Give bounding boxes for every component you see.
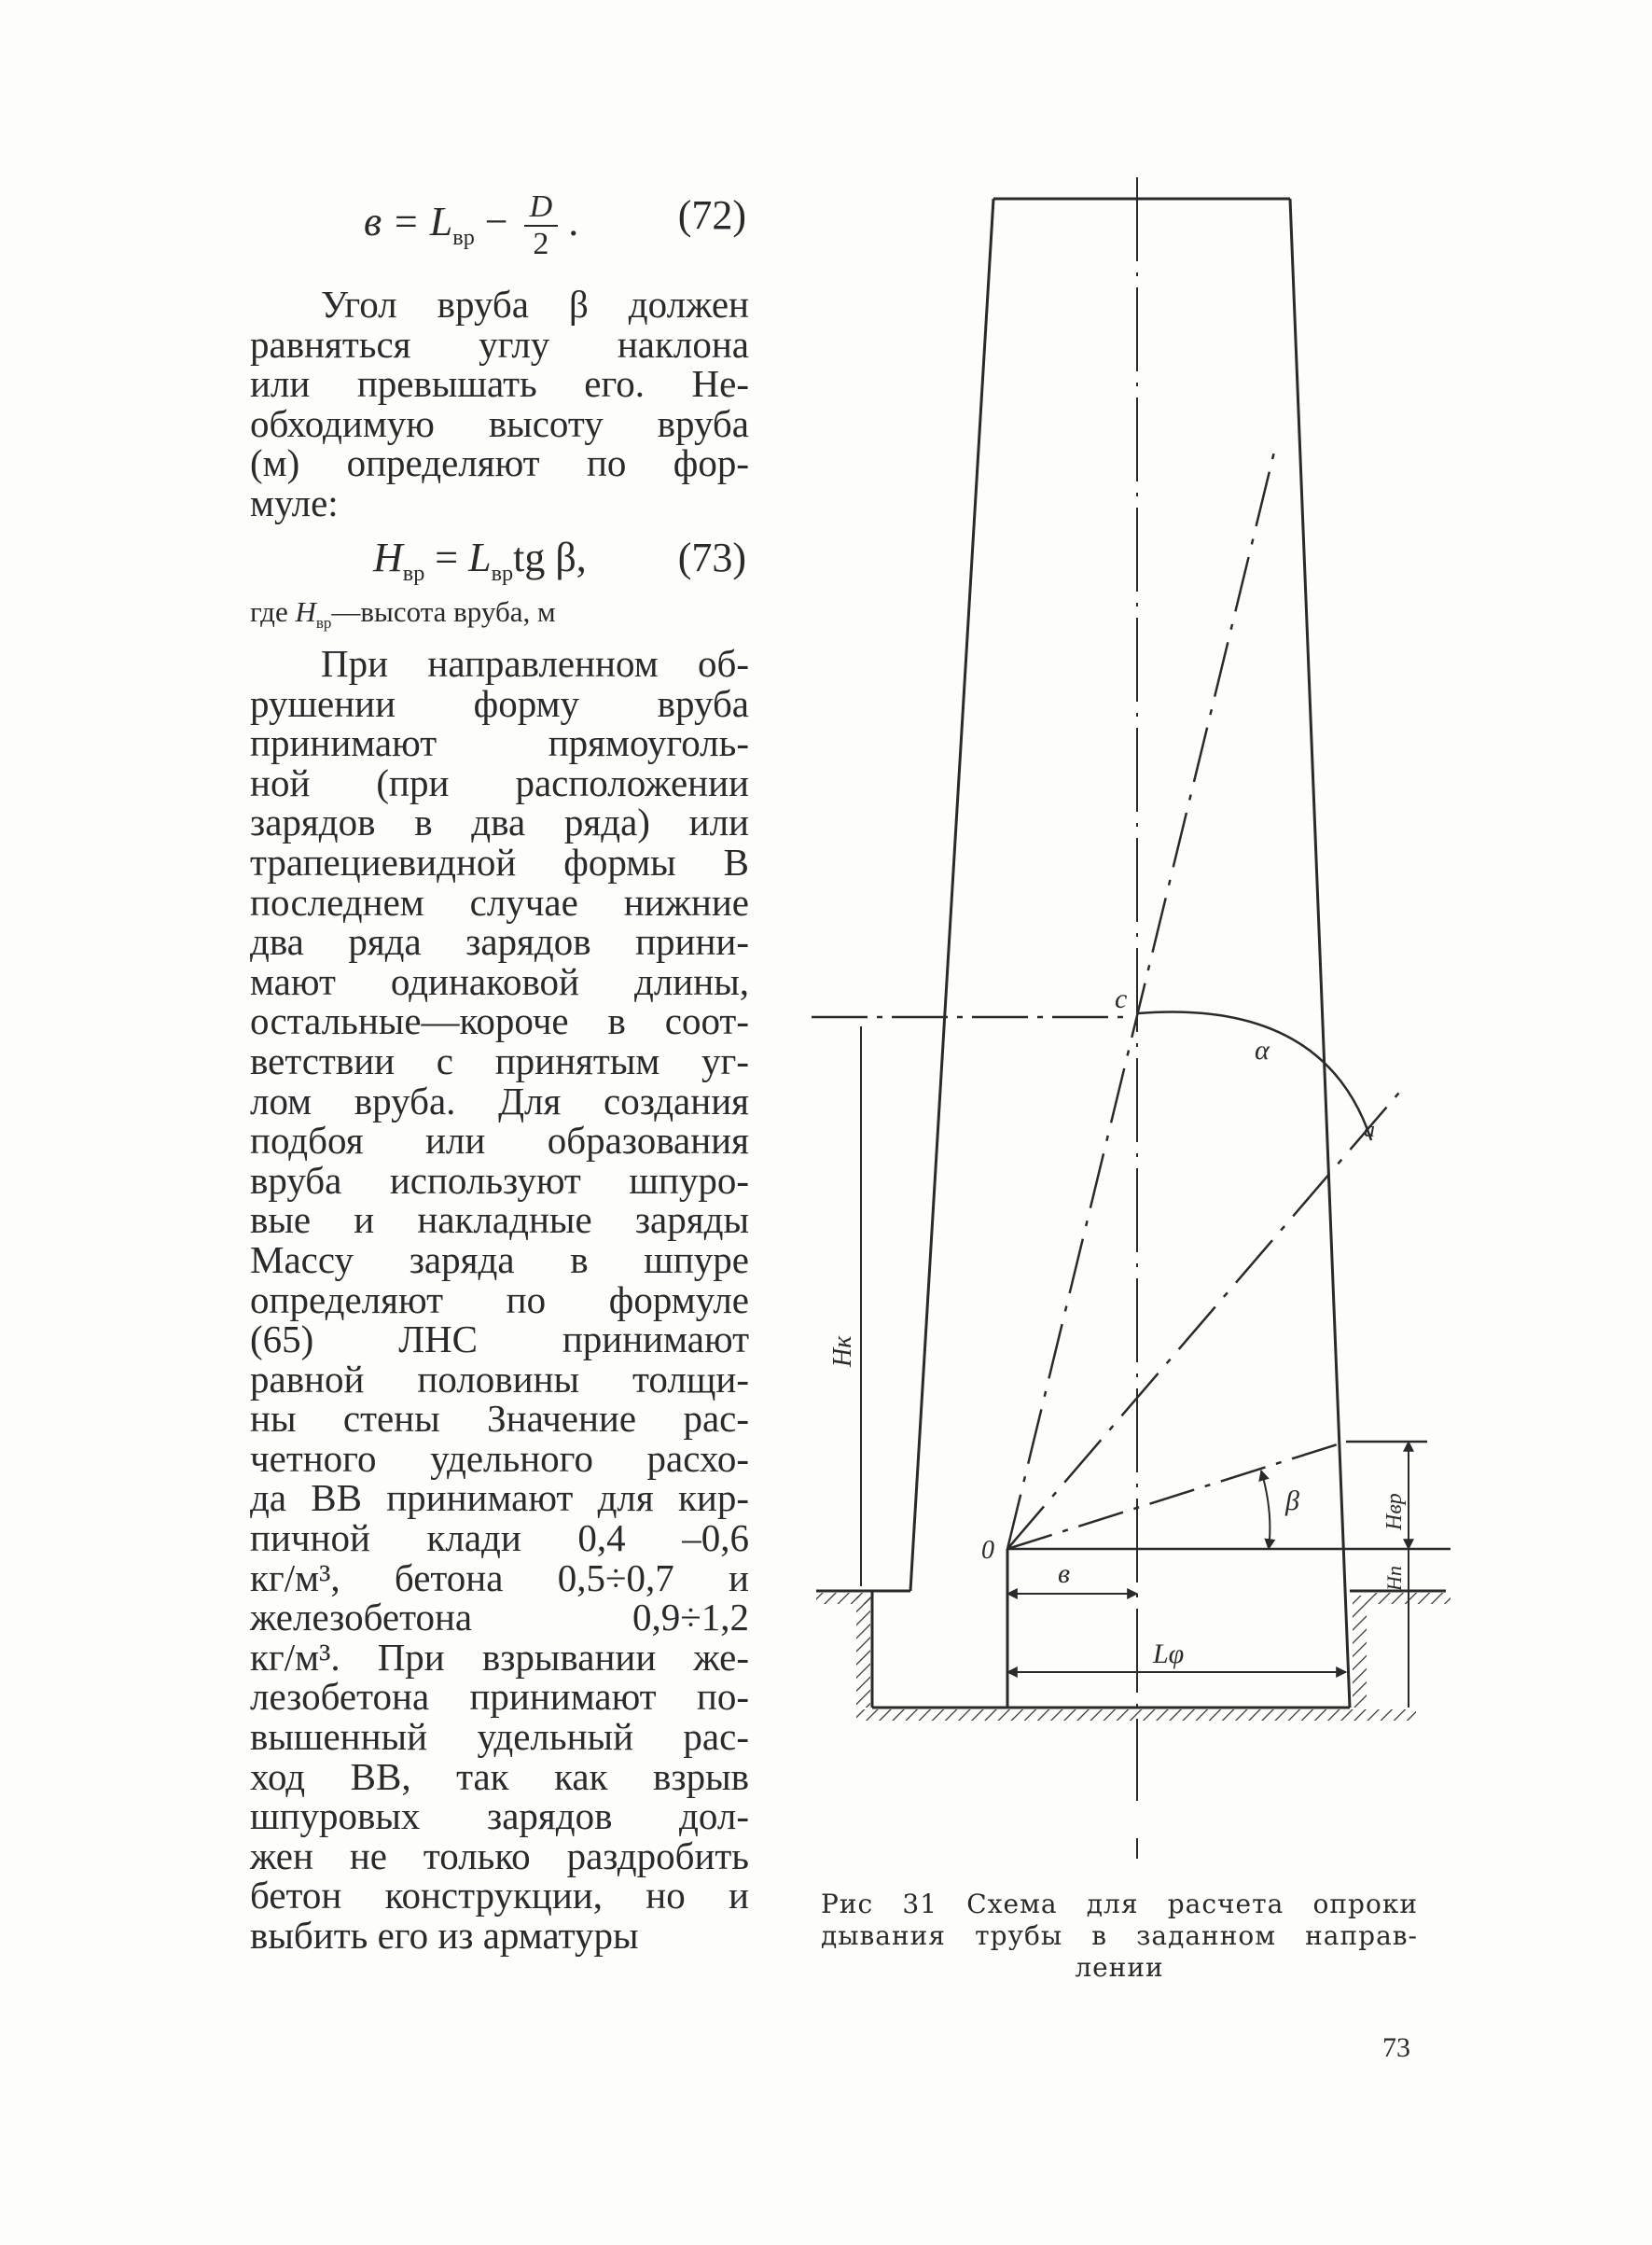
text-line: вышенный удельный рас- <box>250 1715 749 1759</box>
text-line: муле: <box>250 481 339 524</box>
label-hk: Hк <box>828 1335 857 1367</box>
label-alpha: α <box>1255 1035 1270 1066</box>
text-line: лом вруба. Для создания <box>250 1079 749 1122</box>
text-line: мают одинаковой длины, <box>250 959 749 1003</box>
formula-72-numerator: D <box>524 191 559 227</box>
rotation-line-steep <box>1007 444 1276 1549</box>
text-line: вруба используют шпуро- <box>250 1158 749 1202</box>
text-line: равной половины толщи- <box>250 1357 749 1401</box>
caption-line: лении <box>1075 1952 1164 1983</box>
ground-hatch-pit-left <box>856 1596 870 1708</box>
text-line: Массу заряда в шпуре <box>250 1237 749 1281</box>
formula-72-minus: − <box>474 199 519 245</box>
text-line: подбоя или образования <box>250 1119 749 1163</box>
formula-73-number: (73) <box>677 535 746 580</box>
text-line: два ряда зарядов прини- <box>250 920 749 964</box>
text-line: выбить его из арматуры <box>250 1914 639 1957</box>
label-l: Lφ <box>1153 1638 1185 1669</box>
text-line: ветствии с принятым уг- <box>250 1039 749 1082</box>
text-line: шпуровых зарядов дол- <box>250 1794 749 1838</box>
text-line: лезобетона принимают по- <box>250 1675 749 1719</box>
formula-73-equals: = <box>424 535 469 580</box>
formula-72-L: L <box>429 199 453 245</box>
figure-caption <box>821 1889 1418 1984</box>
formula-73-tail: tg β, <box>513 535 587 580</box>
formula-73-L-sub: вр <box>491 560 514 586</box>
text-line: железобетона 0,9÷1,2 <box>250 1596 749 1639</box>
text-line: последнем случае нижние <box>250 880 749 924</box>
text-line: кг/м³, бетона 0,5÷0,7 и <box>250 1555 749 1599</box>
text-line: Угол вруба β должен <box>321 283 749 326</box>
caption-line: Рис 31 Схема для расчета опроки <box>821 1889 1418 1919</box>
text-line: ной (при расположении <box>250 760 749 804</box>
text-line: зарядов в два ряда) или <box>250 801 749 844</box>
formula-72-number: (72) <box>677 192 746 238</box>
text-line: остальные—короче в соот- <box>250 999 749 1043</box>
formula-73-L: L <box>468 535 492 580</box>
chimney-left-wall <box>910 199 993 1591</box>
formula-72-end: . <box>558 199 579 245</box>
label-hvr: Hвр <box>1382 1493 1407 1530</box>
formula-72-L-sub: вр <box>452 224 475 250</box>
label-b: в <box>1058 1558 1071 1589</box>
caption-line: дывания трубы в заданном направ- <box>821 1920 1418 1951</box>
text-line: (65) ЛНС принимают <box>250 1318 749 1361</box>
rotation-line-mid <box>1007 1087 1404 1549</box>
label-c: c <box>1115 983 1128 1014</box>
formula-72-lhs: в = <box>364 199 430 245</box>
ground-hatch-pit-right <box>1353 1596 1367 1708</box>
label-beta: β <box>1285 1485 1299 1516</box>
chimney-right-wall <box>1290 199 1350 1708</box>
text-line: При направленном об- <box>321 642 749 685</box>
text-line: да ВВ принимают для кир- <box>250 1476 749 1520</box>
ground-hatch-right <box>1367 1593 1451 1604</box>
text-line: трапециевидной формы В <box>250 840 749 884</box>
where-symbol-sub: вр <box>315 614 332 633</box>
text-line: бетон конструкции, но и <box>250 1874 749 1917</box>
text-line: (м) определяют по фор- <box>250 441 749 485</box>
text-line: равняться углу наклона <box>250 322 749 366</box>
text-line: рушении форму вруба <box>250 681 749 725</box>
ground-hatch-bottom <box>856 1709 1416 1721</box>
where-text: —высота вруба, м <box>331 595 556 628</box>
label-a: a <box>1364 1118 1375 1142</box>
text-line: ход ВВ, так как взрыв <box>250 1754 749 1798</box>
text-line: или превышать его. Не- <box>250 362 749 406</box>
label-hn: Hп <box>1382 1566 1406 1591</box>
text-line: четного удельного расхо- <box>250 1436 749 1480</box>
text-line: принимают прямоуголь- <box>250 721 749 765</box>
beta-angle-arc <box>1261 1471 1270 1549</box>
text-line: жен не только раздробить <box>250 1834 749 1877</box>
text-line: кг/м³. При взрывании же- <box>250 1635 749 1679</box>
where-symbol: H <box>295 595 316 628</box>
text-line: определяют по формуле <box>250 1277 749 1321</box>
where-prefix: где <box>250 595 296 628</box>
text-line: вые и накладные заряды <box>250 1198 749 1242</box>
label-o: 0 <box>981 1536 994 1565</box>
text-line: пичной клади 0,4 –0,6 <box>250 1516 749 1560</box>
page-number: 73 <box>1382 2032 1410 2063</box>
rotation-arc <box>1138 1011 1371 1140</box>
formula-73-H: H <box>373 535 403 580</box>
text-line: ны стены Значение рас- <box>250 1397 749 1441</box>
formula-72-denominator: 2 <box>533 227 549 261</box>
text-line: обходимую высоту вруба <box>250 401 749 445</box>
formula-73-H-sub: вр <box>402 560 425 586</box>
